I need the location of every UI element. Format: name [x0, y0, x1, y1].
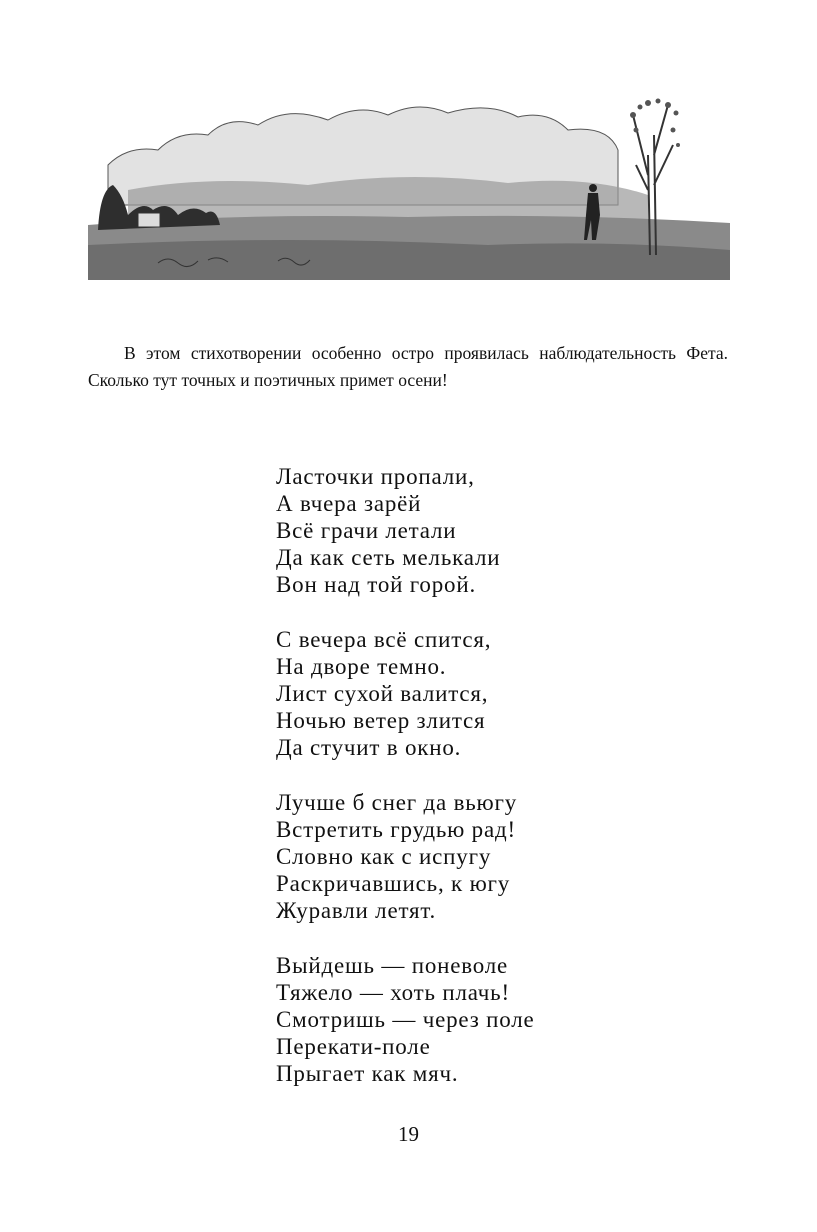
poem-line: Лучше б снег да вьюгу	[276, 790, 518, 815]
poem-line: Ночью ветер злится	[276, 708, 486, 733]
prose-paragraph	[88, 340, 728, 394]
poem-line: На дворе темно.	[276, 654, 447, 679]
poem-line: Смотришь — через поле	[276, 1007, 535, 1032]
poem-line: Вон над той горой.	[276, 572, 476, 597]
poem-line: Всё грачи летали	[276, 518, 457, 543]
stanza-2	[276, 626, 696, 761]
poem	[276, 463, 696, 1115]
poem-line: Ласточки пропали,	[276, 464, 475, 489]
stanza-1	[276, 463, 696, 598]
prose-text: В этом стихотворении особенно остро проявилась наблюдательность Фета. Сколько тут точных и поэтичных примет осени!	[88, 343, 728, 390]
page-number: 19	[398, 1122, 419, 1146]
poem-line: Прыгает как мяч.	[276, 1061, 459, 1086]
poem-line: Раскричавшись, к югу	[276, 871, 511, 896]
poem-line: Встретить грудью рад!	[276, 817, 516, 842]
poem-line: Словно как с испугу	[276, 844, 492, 869]
poem-line: Выйдешь — поневоле	[276, 953, 509, 978]
poem-line: Да стучит в окно.	[276, 735, 462, 760]
poem-line: С вечера всё спится,	[276, 627, 492, 652]
stanza-4	[276, 952, 696, 1087]
poem-line: А вчера зарёй	[276, 491, 422, 516]
poem-line: Журавли летят.	[276, 898, 437, 923]
poem-line: Тяжело — хоть плачь!	[276, 980, 510, 1005]
poem-line: Лист сухой валится,	[276, 681, 489, 706]
stanza-3	[276, 789, 696, 924]
poem-line: Перекати-поле	[276, 1034, 431, 1059]
landscape-illustration	[88, 95, 730, 280]
poem-line: Да как сеть мелькали	[276, 545, 501, 570]
